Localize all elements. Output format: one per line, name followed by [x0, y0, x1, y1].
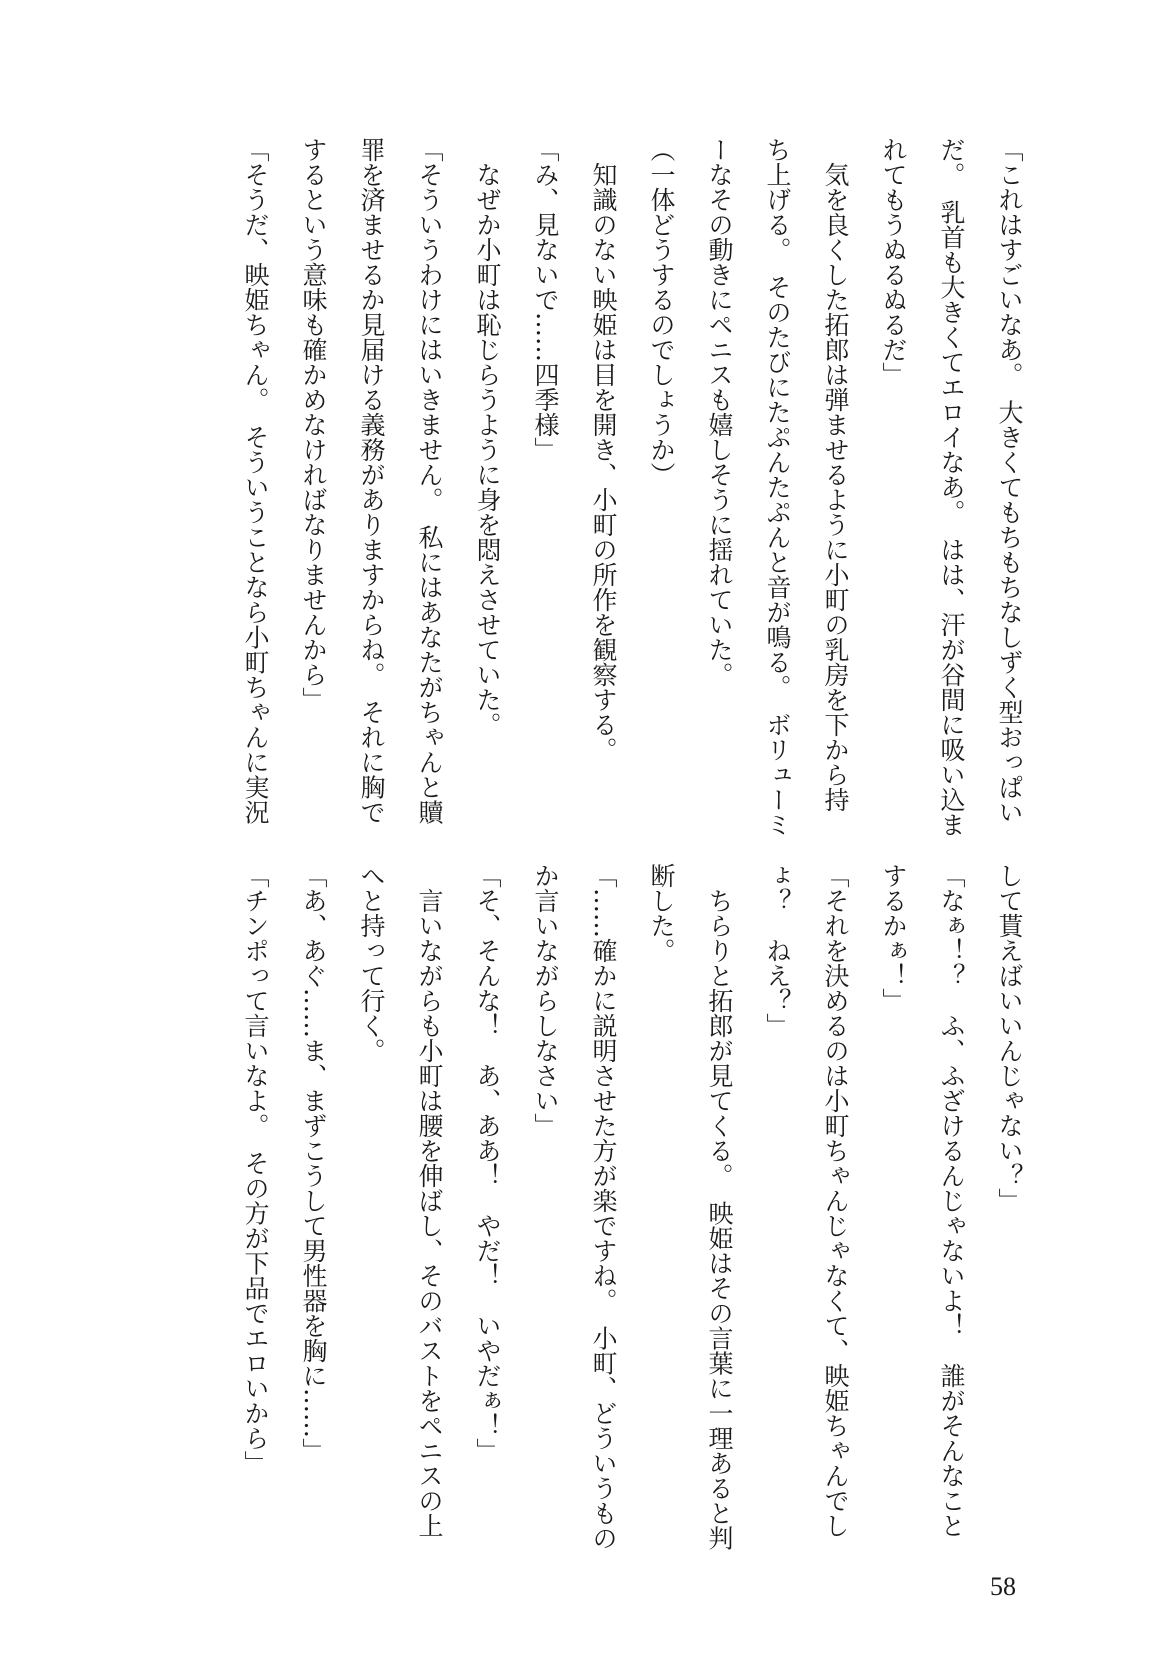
text-line: 「そ、そんな！ あ、ああ！ やだ！ いやだぁ！」 — [473, 863, 502, 1463]
text-line: 言いながらも小町は腰を伸ばし、そのバストをペニスの上 — [415, 863, 444, 1538]
text-line: 罪を済ませるか見届ける義務がありますからね。 それに胸で — [357, 137, 386, 825]
text-line: 「そうだ、映姫ちゃん。 そういうことなら小町ちゃんに実況 — [241, 137, 270, 825]
text-line: だ。 乳首も大きくてエロイなあ。 はは、汗が谷間に吸い込ま — [937, 137, 966, 837]
text-line: 「み、見ないで……四季様」 — [531, 137, 560, 462]
text-line: 「それを決めるのは小町ちゃんじゃなくて、映姫ちゃんでし — [821, 863, 850, 1538]
text-line: ち上げる。 そのたびにたぷんたぷんと音が鳴る。 ボリューミ — [763, 137, 792, 837]
text-line: ちらりと拓郎が見てくる。 映姫はその言葉に一理あると判 — [705, 863, 734, 1551]
text-line: か言いながらしなさい」 — [531, 863, 560, 1138]
bottom-text-block — [198, 863, 1038, 1551]
text-line: ーなその動きにペニスも嬉しそうに揺れていた。 — [705, 137, 734, 687]
text-line: するという意味も確かめなければなりませんから」 — [299, 137, 328, 712]
text-line: へと持って行く。 — [357, 863, 386, 1063]
text-line: 知識のない映姫は目を開き、小町の所作を観察する。 — [589, 137, 618, 762]
text-line: ょ？ ねえ？」 — [763, 863, 792, 1038]
text-line: して貰えばいいんじゃない？」 — [995, 863, 1024, 1213]
text-line: 断した。 — [647, 863, 676, 963]
top-text-block — [198, 137, 1038, 837]
page-number: 58 — [990, 1572, 1016, 1601]
text-line: 「チンポって言いなよ。 その方が下品でエロいから」 — [241, 863, 270, 1476]
text-line: 「なぁ！？ ふ、ふざけるんじゃないよ！ 誰がそんなこと — [937, 863, 966, 1538]
text-line: 「……確かに説明させた方が楽ですね。 小町、どういうもの — [589, 863, 618, 1551]
text-line: れてもうぬるぬるだ」 — [879, 137, 908, 387]
text-line: 「これはすごいなあ。 大きくてもちもちなしずく型おっぱい — [995, 137, 1024, 825]
text-line: なぜか小町は恥じらうように身を悶えさせていた。 — [473, 137, 502, 737]
text-line: 「そういうわけにはいきません。 私にはあなたがちゃんと贖 — [415, 137, 444, 825]
text-line: するかぁ！」 — [879, 863, 908, 1013]
text-line: （一体どうするのでしょうか） — [647, 137, 676, 487]
text-line: 気を良くした拓郎は弾ませるように小町の乳房を下から持 — [821, 137, 850, 812]
text-line: 「あ、あぐ……ま、まずこうして男性器を胸に……」 — [299, 863, 328, 1463]
